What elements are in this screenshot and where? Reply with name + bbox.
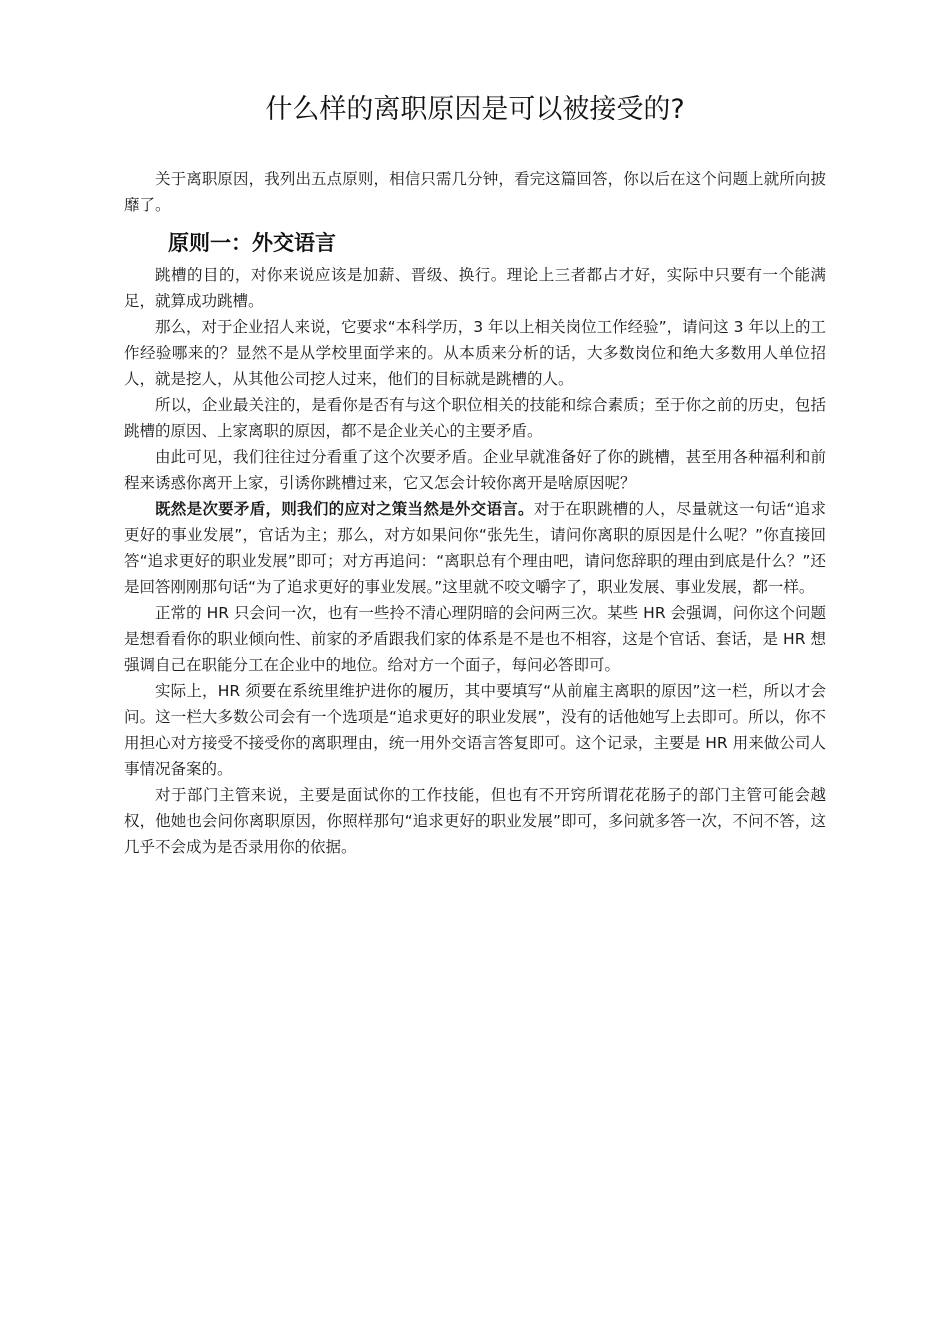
page-title: 什么样的离职原因是可以被接受的? bbox=[265, 94, 685, 125]
paragraph-2: 那么，对于企业招人来说，它要求“本科学历，3 年以上相关岗位工作经验”，请问这 3 年以上的工作经验哪来的？显然不是从学校里面学来的。从本质来分析的话，大多数岗位和绝大多数用人单位招人，就是挖人，从其他公司挖人过来，他们的目标就是跳槽的人。 bbox=[124, 318, 826, 388]
paragraph-4: 由此可见，我们往往过分看重了这个次要矛盾。企业早就准备好了你的跳槽，甚至用各种福利和前程来诱惑你离开上家，引诱你跳槽过来，它又怎会计较你离开是啥原因呢？ bbox=[124, 448, 826, 492]
paragraph-3: 所以，企业最关注的，是看你是否有与这个职位相关的技能和综合素质；至于你之前的历史，包括跳槽的原因、上家离职的原因，都不是企业关心的主要矛盾。 bbox=[124, 396, 826, 440]
intro-paragraph: 关于离职原因，我列出五点原则，相信只需几分钟，看完这篇回答，你以后在这个问题上就所向披靡了。 bbox=[124, 170, 826, 214]
paragraph-5 bbox=[124, 496, 826, 600]
paragraph-5-bold-lead: 既然是次要矛盾，则我们的应对之策当然是外交语言。 bbox=[155, 500, 534, 518]
article-body bbox=[124, 166, 826, 860]
paragraph-1: 跳槽的目的，对你来说应该是加薪、晋级、换行。理论上三者都占才好，实际中只要有一个能满足，就算成功跳槽。 bbox=[124, 266, 826, 310]
paragraph-8: 对于部门主管来说，主要是面试你的工作技能，但也有不开窍所谓花花肠子的部门主管可能会越权，他她也会问你离职原因，你照样那句“追求更好的职业发展”即可，多问就多答一次，不问不答，这几乎不会成为是否录用你的依据。 bbox=[124, 786, 826, 856]
paragraph-5-text: 对于在职跳槽的人，尽量就这一句话“追求更好的事业发展”，官话为主；那么，对方如果问你“张先生，请问你离职的原因是什么呢？”你直接回答“追求更好的职业发展”即可；对方再追问：“离职总有个理由吧，请问您辞职的理由到底是什么？”还是回答刚刚那句话“为了追求更好的事业发展。”这里就不咬文嚼字了，职业发展、事业发展，都一样。 bbox=[124, 500, 826, 596]
paragraph-7: 实际上，HR 须要在系统里维护进你的履历，其中要填写“从前雇主离职的原因”这一栏，所以才会问。这一栏大多数公司会有一个选项是“追求更好的职业发展”，没有的话他她写上去即可。所以，你不用担心对方接受不接受你的离职理由，统一用外交语言答复即可。这个记录，主要是 HR 用来做公司人事情况备案的。 bbox=[124, 682, 826, 778]
section-heading: 原则一：外交语言 bbox=[168, 231, 336, 255]
paragraph-6: 正常的 HR 只会问一次，也有一些拎不清心理阴暗的会问两三次。某些 HR 会强调，问你这个问题是想看看你的职业倾向性、前家的矛盾跟我们家的体系是不是也不相容，这是个官话、套话，是 HR 想强调自己在职能分工在企业中的地位。给对方一个面子，每问必答即可。 bbox=[124, 604, 826, 674]
